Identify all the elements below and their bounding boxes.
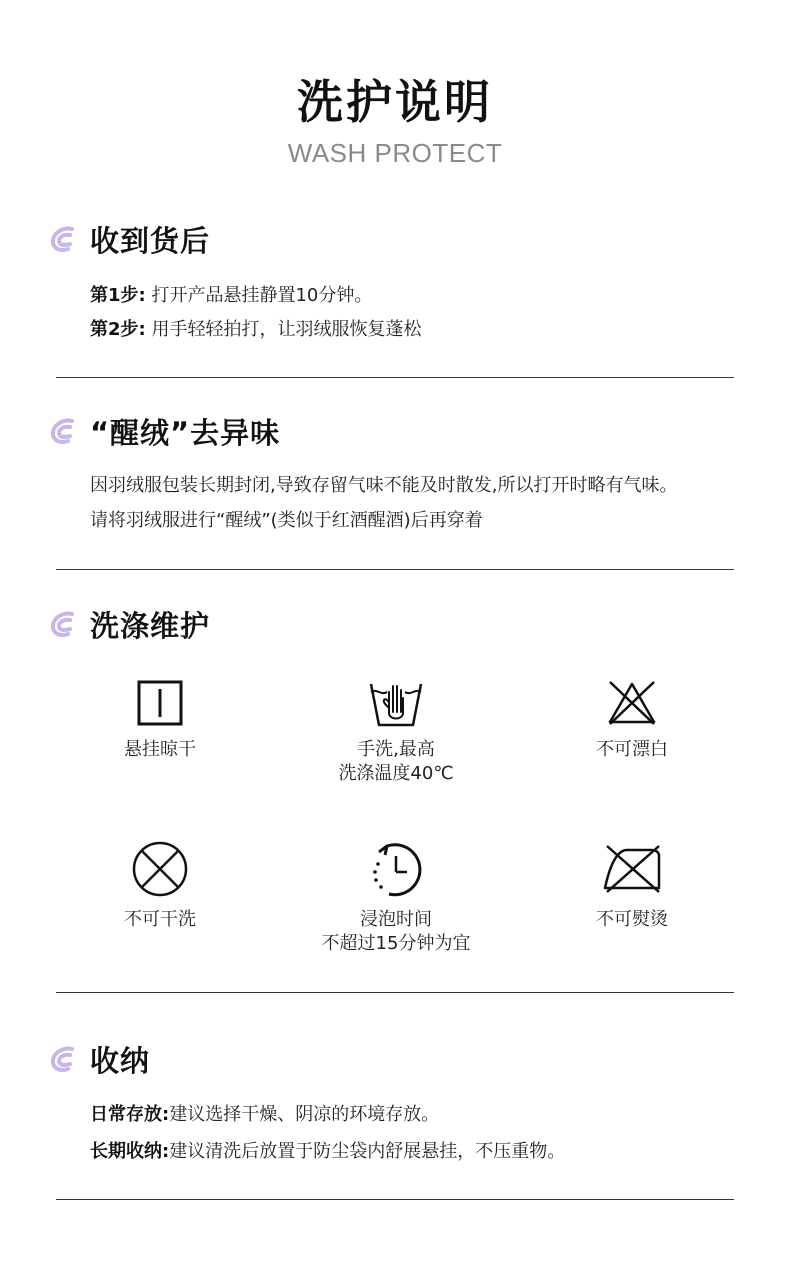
no-bleach-icon bbox=[606, 678, 658, 728]
care-label: 浸泡时间 不超过15分钟为宜 bbox=[321, 909, 471, 954]
divider bbox=[56, 569, 734, 570]
section-heading-storage bbox=[48, 1038, 150, 1080]
no-iron-icon bbox=[601, 840, 663, 898]
divider bbox=[56, 1199, 734, 1200]
storage-long-label: 长期收纳: bbox=[90, 1141, 170, 1162]
section-title: 收纳 bbox=[90, 1043, 151, 1078]
brand-logo-icon bbox=[48, 224, 78, 254]
care-label: 不可干洗 bbox=[124, 909, 196, 930]
brand-logo-icon bbox=[48, 1044, 78, 1074]
care-item-hand-wash bbox=[276, 678, 516, 786]
storage-long-text: 建议清洗后放置于防尘袋内舒展悬挂，不压重物。 bbox=[169, 1141, 566, 1162]
step-2-label: 第2步: bbox=[90, 319, 146, 340]
step-2-text: 用手轻轻拍打，让羽绒服恢复蓬松 bbox=[145, 319, 422, 340]
care-label: 不可熨烫 bbox=[596, 909, 668, 930]
care-label: 手洗,最高 洗涤温度40℃ bbox=[338, 739, 454, 784]
page-title: 洗护说明 bbox=[297, 75, 493, 129]
page-subtitle: WASH PROTECT bbox=[287, 138, 503, 168]
care-item-no-iron bbox=[512, 840, 752, 932]
hang-dry-icon bbox=[135, 678, 185, 728]
brand-logo-icon bbox=[48, 609, 78, 639]
hand-wash-icon bbox=[367, 678, 425, 728]
care-item-no-bleach bbox=[512, 678, 752, 762]
care-item-soak-time bbox=[276, 840, 516, 956]
section-heading-care bbox=[48, 603, 210, 645]
care-item-hang-dry bbox=[40, 678, 280, 762]
section-title: 收到货后 bbox=[90, 223, 211, 258]
step-1 bbox=[90, 285, 372, 307]
step-1-text: 打开产品悬挂静置10分钟。 bbox=[145, 285, 373, 306]
page-header bbox=[0, 70, 790, 168]
care-label: 不可漂白 bbox=[596, 739, 668, 760]
care-label: 悬挂晾干 bbox=[124, 739, 196, 760]
storage-daily-label: 日常存放: bbox=[90, 1104, 170, 1125]
storage-daily bbox=[90, 1104, 439, 1126]
divider bbox=[56, 992, 734, 993]
divider bbox=[56, 377, 734, 378]
step-2 bbox=[90, 319, 421, 341]
deodorize-line-2: 请将羽绒服进行“醒绒”(类似于红酒醒酒)后再穿着 bbox=[90, 510, 483, 531]
step-1-label: 第1步: bbox=[90, 285, 146, 306]
deodorize-line-1: 因羽绒服包装长期封闭,导致存留气味不能及时散发,所以打开时略有气味。 bbox=[90, 475, 678, 496]
section-title: “醒绒”去异味 bbox=[90, 415, 281, 450]
no-dry-clean-icon bbox=[131, 840, 189, 898]
section-heading-receive bbox=[48, 218, 210, 260]
soak-time-icon bbox=[367, 840, 425, 898]
storage-daily-text: 建议选择干燥、阴凉的环境存放。 bbox=[169, 1104, 440, 1125]
section-heading-deodorize bbox=[48, 410, 280, 452]
care-item-no-dry-clean bbox=[40, 840, 280, 932]
section-title: 洗涤维护 bbox=[90, 608, 211, 643]
brand-logo-icon bbox=[48, 416, 78, 446]
storage-long bbox=[90, 1141, 565, 1163]
